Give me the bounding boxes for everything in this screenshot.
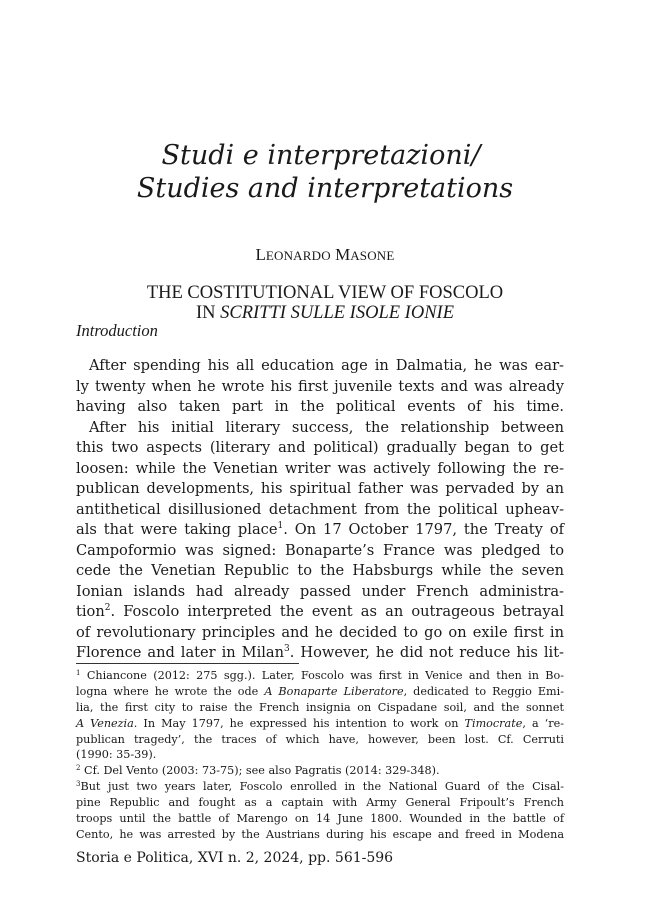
body-line: this two aspects (literary and political) gradually began to get [76, 439, 564, 456]
body-line: publican developments, his spiritual father was pervaded by an [76, 480, 564, 497]
footnote-3-line: Cento, he was arrested by the Austrians during his escape and freed in Modena [76, 827, 564, 841]
article-title-line-2: IN SCRITTI SULLE ISOLE IONIE [196, 303, 454, 323]
footnote-ref: 1 [277, 521, 284, 531]
footnote-1-line: (1990: 35-39). [76, 748, 157, 762]
journal-citation: Storia e Politica, XVI n. 2, 2024, pp. 561-596 [76, 850, 394, 866]
body-line: cede the Venetian Republic to the Habsburgs while the seven [76, 562, 564, 579]
author-name: LEONARDO MASONE [255, 245, 395, 264]
footnote-2: $^2$ Cf. Del Vento (2003: 73-75); see also Pagratis (2014: 329-348). [76, 764, 440, 778]
body-line: Florence and later in Milan$^3$. However, he did not reduce his lit- [76, 644, 564, 661]
body-line: of revolutionary principles and he decided to go on exile first in [76, 623, 564, 641]
body-line: als that were taking place$^1$. On 17 October 1797, the Treaty of [76, 521, 565, 538]
body-line: ly twenty when he wrote his first juvenile texts and was already [76, 377, 564, 395]
footnote-1-line: logna where he wrote the ode A Bonaparte Liberatore, dedicated to Reggio Emi- [76, 684, 565, 698]
section-title-italian: Studi e interpretazioni/ [161, 140, 481, 171]
article-title-line-1: THE COSTITUTIONAL VIEW OF FOSCOLO [146, 283, 504, 303]
footnote-3-line: pine Republic and fought as a captain with Army General Fripoult’s French [76, 796, 564, 810]
footnote-1-line: A Venezia. In May 1797, he expressed his intention to work on Timocrate, a ‘re- [76, 716, 564, 730]
body-text [76, 356, 564, 664]
footnote-1-line: $^1$ Chiancone (2012: 275 sgg.). Later, Foscolo was first in Venice and then in Bo- [76, 669, 564, 682]
footnote-1-line: publican tragedy’, the traces of which have, however, been lost. Cf. Cerruti [76, 732, 564, 746]
body-line: After his initial literary success, the relationship between [89, 418, 564, 436]
body-line: antithetical disillusioned detachment from the political upheav- [76, 500, 564, 518]
footnote-ref: 2 [104, 603, 111, 613]
footnotes [76, 668, 564, 843]
footnote-3-line: troops until the battle of Marengo on 14 June 1800. Wounded in the battle of [76, 812, 564, 826]
footnote-1-line: lia, the first city to raise the French insignia on Cispadane soil, and the sonnet [76, 700, 564, 714]
body-line: Ionian islands had already passed under French administra- [76, 582, 564, 600]
body-line: loosen: while the Venetian writer was actively following the re- [76, 459, 564, 477]
section-heading: Introduction [76, 321, 158, 340]
body-line: tion$^2$. Foscolo interpreted the event as an outrageous betrayal [76, 603, 564, 620]
section-title-english: Studies and interpretations [136, 173, 514, 204]
body-line: After spending his all education age in Dalmatia, he was ear- [89, 357, 564, 374]
body-line: having also taken part in the political events of his time. [76, 398, 564, 415]
footnote-divider [76, 663, 299, 664]
footnote-ref: 3 [284, 644, 290, 654]
footnote-3-line: $^3$But just two years later, Foscolo enrolled in the National Guard of the Cisal- [76, 780, 564, 794]
body-line: Campoformio was signed: Bonaparte’s France was pledged to [76, 541, 564, 559]
